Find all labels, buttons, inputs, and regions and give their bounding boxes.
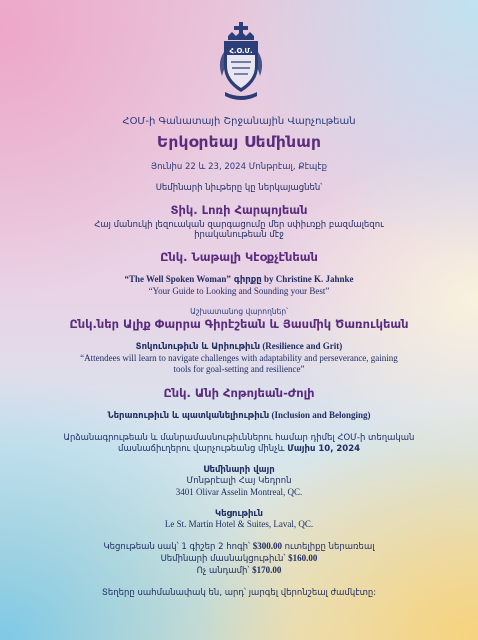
prices-block [24, 541, 454, 577]
hom-crest-logo [219, 22, 263, 100]
book-author: by Christine K. Jahnke [261, 273, 354, 284]
registration-line: Արձանագրութեան և մանրամասնութիւններու համար դիմել ՀՕՄ-ի տեղական [63, 432, 415, 443]
speaker-name: Տիկ. Լոռի Հարպոյեան [170, 202, 308, 217]
workshop-label: Աշխատանոց վարողներ՝ [190, 307, 288, 317]
registration-line: մասնաճիւղերու վարչութեանց մինչև Մայիս 10, 2024 [117, 443, 361, 454]
price-amount: $160.00 [288, 553, 318, 564]
registration-deadline: Մայիս 10, 2024 [287, 443, 361, 454]
event-dates: Յունիս 22 և 23, 2024 Մոնթրէալ, Քէպէք [150, 161, 328, 172]
venue-name: Մոնթրէալի Հայ Կեդրոն [186, 475, 292, 486]
speaker-topic-line: իրականութեան մէջ [194, 230, 284, 241]
book-line [24, 267, 454, 286]
price-amount: $300.00 [252, 541, 282, 552]
speaker-topic: Ներառութիւն և պատկանելիութիւն (Inclusion and Belonging) [107, 409, 371, 421]
organizer-line: ՀՕՄ-ի Գանատայի Շրջանային Վարչութեան [122, 116, 356, 127]
workshop-quote: tools for goal-setting and resilience” [173, 364, 305, 375]
footer-note: Տեղերը սահմանափակ են, արդ՝ յարգել վերոնշեալ ժամկէտը: [101, 587, 377, 598]
workshop-leaders: Ընկ.ներ Ալիք Փարրա Գիրէշեան և Յասմիկ Ծառուկեան [69, 317, 409, 332]
speaker-topic-line: Հայ մանուկի լեզուական զարգացումը մեր սփիւռքի բազմալեզու [94, 219, 384, 230]
registration-block [24, 433, 454, 455]
lodging-block [24, 509, 454, 530]
venue-block [24, 465, 454, 497]
lodging-label: Կեցութիւն [215, 508, 263, 519]
price-line: Կեցութեան սակ՝ 1 գիշեր 2 հոգի՝ $300.00 ուտելիքը ներառեալ [103, 541, 375, 553]
svg-text:Հ.Օ.Մ.: Հ.Օ.Մ. [229, 47, 253, 55]
workshop-topic: Տոկունութիւն և Արիութիւն (Resilience and Grit) [135, 341, 343, 353]
venue-label: Սեմինարի վայր [203, 465, 275, 476]
speaker-name: Ընկ. Անի Հոթոյեան-Ժոլի [163, 385, 315, 400]
workshop-block [24, 307, 454, 375]
price-amount: $170.00 [252, 564, 282, 575]
book-title: “The Well Spoken Woman” [124, 273, 231, 284]
price-line: Ոչ անդամի՝ $170.00 [196, 564, 282, 576]
workshop-quote: “Attendees will learn to navigate challenges with adaptability and perseverance, gaining [80, 353, 398, 364]
speaker-block-1 [24, 204, 454, 241]
speaker-name: Ընկ. Նաթալի Կէօքչէնեան [160, 250, 318, 265]
lodging-hotel: Le St. Martin Hotel & Suites, Laval, QC. [164, 518, 314, 529]
event-title: Երկօրեայ Սեմինար [156, 133, 322, 151]
speaker-block-2 [24, 251, 454, 297]
speaker-block-4 [24, 387, 454, 422]
price-line: Սեմինարի մասնակցութիւն՝ $160.00 [160, 553, 318, 565]
book-subtitle: “Your Guide to Looking and Sounding your Best” [148, 286, 330, 296]
speakers-intro: Սեմինարի նիւթերը կը ներկայացնեն՝ [155, 182, 323, 193]
venue-address: 3401 Olivar Asselin Montreal, QC. [175, 486, 303, 497]
flyer-content [24, 116, 454, 599]
book-word: գիրքը [230, 274, 262, 285]
